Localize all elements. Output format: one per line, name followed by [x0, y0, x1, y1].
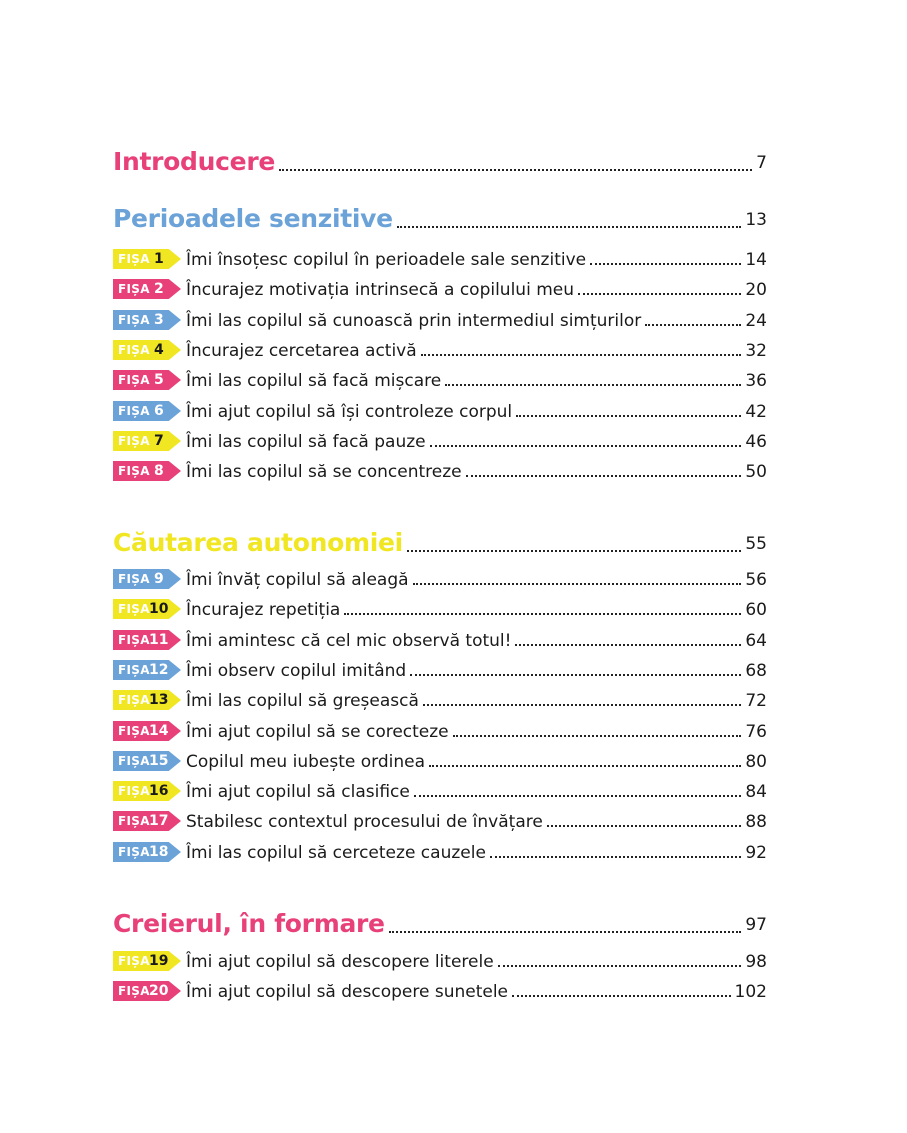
entry-title: Îmi ajut copilul să descopere literele: [186, 952, 494, 972]
entry-page-number: 20: [745, 280, 767, 300]
badge-label: FIȘA: [118, 373, 150, 387]
dot-leader: [413, 582, 742, 585]
badge-label: FIȘA: [118, 282, 150, 296]
entry-title: Îmi las copilul să facă mișcare: [186, 371, 442, 391]
badge-number: 1: [154, 251, 164, 267]
section-heading-row[interactable]: [113, 905, 767, 939]
badge-label: FIȘA: [118, 633, 150, 647]
badge-number: 11: [149, 632, 169, 648]
toc-entry[interactable]: [113, 275, 767, 301]
badge-label: FIȘA: [118, 954, 150, 968]
entry-title: Copilul meu iubește ordinea: [186, 752, 425, 772]
fisa-badge: [113, 569, 181, 589]
fisa-badge: [113, 721, 181, 741]
section-page-number: 55: [745, 534, 767, 554]
fisa-badge: [113, 370, 181, 390]
entry-page-number: 46: [745, 432, 767, 452]
section-page-number: 13: [745, 210, 767, 230]
dot-leader: [407, 549, 741, 552]
dot-leader: [423, 703, 741, 706]
entry-page-number: 76: [745, 722, 767, 742]
fisa-badge: [113, 340, 181, 360]
badge-number: 12: [149, 662, 169, 678]
dot-leader: [547, 824, 742, 827]
fisa-badge: [113, 751, 181, 771]
dot-leader: [279, 168, 752, 171]
dot-leader: [516, 414, 741, 417]
badge-label: FIȘA: [118, 845, 150, 859]
entry-page-number: 24: [745, 311, 767, 331]
dot-leader: [590, 262, 741, 265]
badge-label: FIȘA: [118, 784, 150, 798]
dot-leader: [498, 964, 742, 967]
entry-title: Îmi ajut copilul să se corecteze: [186, 722, 449, 742]
badge-number: 20: [149, 983, 169, 999]
entry-page-number: 92: [745, 843, 767, 863]
fisa-badge: [113, 279, 181, 299]
entry-title: Îmi ajut copilul să își controleze corpul: [186, 402, 513, 422]
section-title: Perioadele senzitive: [113, 204, 393, 233]
toc-entry[interactable]: [113, 747, 767, 773]
badge-number: 10: [149, 601, 169, 617]
badge-label: FIȘA: [118, 343, 150, 357]
badge-label: FIȘA: [118, 572, 150, 586]
toc-entry[interactable]: [113, 777, 767, 803]
toc-entry[interactable]: [113, 245, 767, 271]
entry-page-number: 80: [745, 752, 767, 772]
entry-page-number: 64: [745, 631, 767, 651]
entry-title: Îmi însoțesc copilul în perioadele sale senzitive: [186, 250, 587, 270]
badge-label: FIȘA: [118, 602, 150, 616]
dot-leader: [512, 994, 731, 997]
section-page-number: 97: [745, 915, 767, 935]
fisa-badge: [113, 811, 181, 831]
badge-number: 15: [149, 753, 169, 769]
dot-leader: [490, 855, 741, 858]
toc-entry[interactable]: [113, 717, 767, 743]
dot-leader: [421, 353, 742, 356]
entry-title: Îmi învăț copilul să aleagă: [186, 570, 409, 590]
toc-entry[interactable]: [113, 807, 767, 833]
section-page-number: 7: [756, 153, 767, 173]
fisa-badge: [113, 951, 181, 971]
entry-title: Îmi las copilul să cerceteze cauzele: [186, 843, 486, 863]
fisa-badge: [113, 461, 181, 481]
entry-title: Îmi las copilul să facă pauze: [186, 432, 426, 452]
section-heading-row[interactable]: [113, 524, 767, 558]
dot-leader: [430, 444, 742, 447]
entry-title: Îmi las copilul să greșească: [186, 691, 419, 711]
badge-label: FIȘA: [118, 814, 150, 828]
entry-page-number: 98: [745, 952, 767, 972]
toc-entry[interactable]: [113, 947, 767, 973]
dot-leader: [578, 292, 741, 295]
badge-number: 2: [154, 281, 164, 297]
fisa-badge: [113, 431, 181, 451]
badge-number: 18: [149, 844, 169, 860]
entry-page-number: 36: [745, 371, 767, 391]
dot-leader: [445, 383, 741, 386]
entry-page-number: 56: [745, 570, 767, 590]
toc-entry[interactable]: [113, 656, 767, 682]
dot-leader: [414, 794, 742, 797]
entry-page-number: 32: [745, 341, 767, 361]
fisa-badge: [113, 981, 181, 1001]
badge-label: FIȘA: [118, 252, 150, 266]
entry-title: Încurajez cercetarea activă: [186, 341, 417, 361]
entry-page-number: 68: [745, 661, 767, 681]
badge-label: FIȘA: [118, 984, 150, 998]
dot-leader: [410, 673, 741, 676]
entry-title: Îmi observ copilul imitând: [186, 661, 407, 681]
fisa-badge: [113, 310, 181, 330]
badge-number: 8: [154, 463, 164, 479]
entry-page-number: 60: [745, 600, 767, 620]
dot-leader: [515, 643, 741, 646]
badge-number: 13: [149, 692, 169, 708]
fisa-badge: [113, 401, 181, 421]
badge-number: 7: [154, 433, 164, 449]
toc-entry[interactable]: [113, 457, 767, 483]
fisa-badge: [113, 842, 181, 862]
toc-entry[interactable]: [113, 366, 767, 392]
toc-entry[interactable]: [113, 977, 767, 1003]
fisa-badge: [113, 690, 181, 710]
entry-title: Îmi amintesc că cel mic observă totul!: [186, 631, 512, 651]
entry-title: Îmi las copilul să se concentreze: [186, 462, 462, 482]
entry-page-number: 14: [745, 250, 767, 270]
dot-leader: [466, 474, 742, 477]
entry-page-number: 72: [745, 691, 767, 711]
entry-page-number: 84: [745, 782, 767, 802]
section-heading-row[interactable]: [113, 200, 767, 234]
badge-number: 9: [154, 571, 164, 587]
entry-title: Încurajez motivația intrinsecă a copilului meu: [186, 280, 574, 300]
entry-title: Încurajez repetiția: [186, 600, 341, 620]
badge-number: 16: [149, 783, 169, 799]
badge-number: 14: [149, 723, 169, 739]
badge-label: FIȘA: [118, 693, 150, 707]
entry-page-number: 50: [745, 462, 767, 482]
badge-label: FIȘA: [118, 434, 150, 448]
toc-entry[interactable]: [113, 686, 767, 712]
badge-number: 6: [154, 403, 164, 419]
fisa-badge: [113, 630, 181, 650]
toc-entry[interactable]: [113, 397, 767, 423]
badge-label: FIȘA: [118, 724, 150, 738]
dot-leader: [429, 764, 741, 767]
badge-number: 3: [154, 312, 164, 328]
dot-leader: [389, 930, 742, 933]
toc-entry[interactable]: [113, 427, 767, 453]
section-heading-row[interactable]: [113, 143, 767, 177]
toc-entry[interactable]: [113, 336, 767, 362]
dot-leader: [344, 612, 741, 615]
toc-entry[interactable]: [113, 626, 767, 652]
badge-label: FIȘA: [118, 464, 150, 478]
fisa-badge: [113, 249, 181, 269]
toc-entry[interactable]: [113, 838, 767, 864]
section-title: Introducere: [113, 147, 276, 176]
badge-label: FIȘA: [118, 663, 150, 677]
entry-page-number: 88: [745, 812, 767, 832]
badge-label: FIȘA: [118, 313, 150, 327]
badge-label: FIȘA: [118, 404, 150, 418]
toc-entry[interactable]: [113, 565, 767, 591]
entry-title: Îmi las copilul să cunoască prin intermediul simțurilor: [186, 311, 642, 331]
dot-leader: [397, 225, 742, 228]
badge-label: FIȘA: [118, 754, 150, 768]
fisa-badge: [113, 599, 181, 619]
fisa-badge: [113, 781, 181, 801]
entry-title: Stabilesc contextul procesului de învățare: [186, 812, 543, 832]
entry-title: Îmi ajut copilul să clasifice: [186, 782, 410, 802]
badge-number: 4: [154, 342, 164, 358]
dot-leader: [645, 323, 741, 326]
entry-page-number: 102: [734, 982, 767, 1002]
toc-entry[interactable]: [113, 306, 767, 332]
toc-entry[interactable]: [113, 595, 767, 621]
fisa-badge: [113, 660, 181, 680]
badge-number: 19: [149, 953, 169, 969]
dot-leader: [453, 734, 742, 737]
badge-number: 5: [154, 372, 164, 388]
entry-page-number: 42: [745, 402, 767, 422]
entry-title: Îmi ajut copilul să descopere sunetele: [186, 982, 509, 1002]
badge-number: 17: [149, 813, 169, 829]
section-title: Creierul, în formare: [113, 909, 385, 938]
section-title: Căutarea autonomiei: [113, 528, 403, 557]
